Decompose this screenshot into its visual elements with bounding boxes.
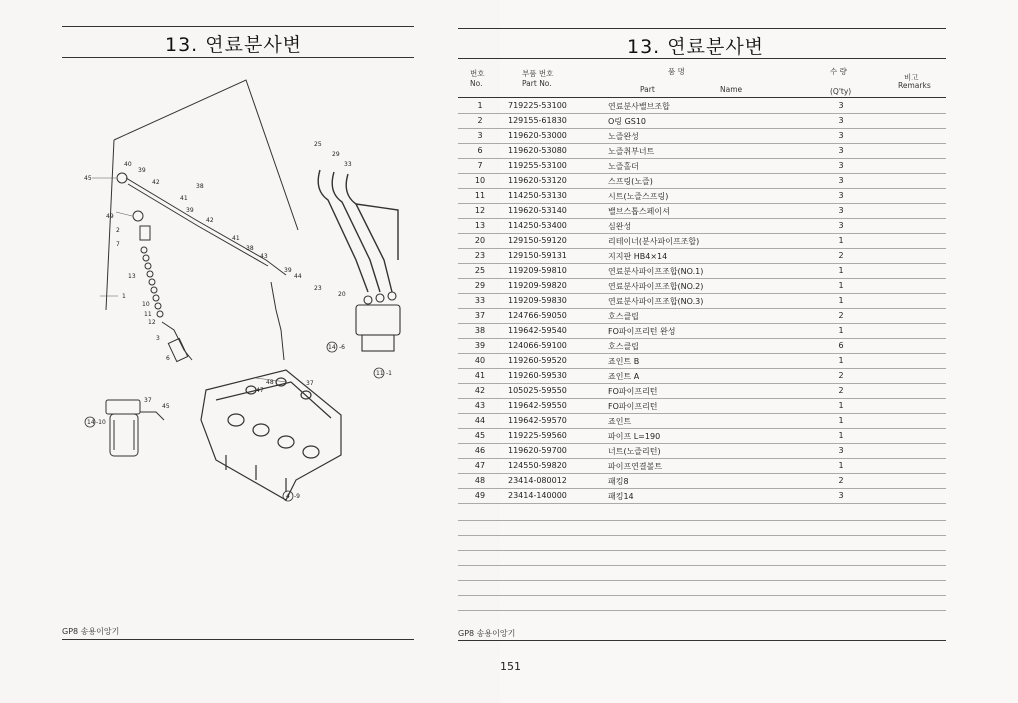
cell-part-number: 119209-59820 bbox=[508, 281, 567, 290]
blank-row bbox=[458, 580, 946, 581]
bottom-rule bbox=[62, 639, 414, 640]
exploded-parts-diagram bbox=[76, 60, 414, 620]
cell-no: 45 bbox=[474, 431, 486, 440]
callout-label: 42 bbox=[206, 217, 214, 224]
callout-label: 12 bbox=[148, 319, 156, 326]
cell-part-number: 119642-59540 bbox=[508, 326, 567, 335]
cell-part-number: 124766-59050 bbox=[508, 311, 567, 320]
cell-part-name: 스프링(노즐) bbox=[608, 177, 653, 186]
cell-part-number: 23414-080012 bbox=[508, 476, 567, 485]
cell-part-number: 129150-59131 bbox=[508, 251, 567, 260]
cylinder-head-drawing bbox=[201, 370, 341, 500]
callout-label: -9 bbox=[294, 493, 300, 500]
cell-part-name: O링 GS10 bbox=[608, 117, 647, 126]
cell-no: 20 bbox=[474, 236, 486, 245]
callout-label: 13 bbox=[128, 273, 136, 280]
cell-quantity: 3 bbox=[838, 116, 844, 125]
cell-part-name: 지지판 HB4×14 bbox=[608, 252, 668, 261]
header-remarks-ko: 비고 bbox=[904, 73, 919, 82]
table-row bbox=[458, 113, 946, 129]
callout-label: 47 bbox=[256, 387, 264, 394]
header-name-en-part: Part bbox=[640, 85, 655, 94]
table-row bbox=[458, 473, 946, 489]
cell-quantity: 3 bbox=[838, 176, 844, 185]
cell-part-number: 129155-61830 bbox=[508, 116, 567, 125]
title-rule-right bbox=[458, 58, 946, 59]
cell-part-name: 노즐완성 bbox=[608, 132, 639, 141]
cell-part-number: 124066-59100 bbox=[508, 341, 567, 350]
table-row bbox=[458, 158, 946, 174]
cell-part-name: 시트(노즐스프링) bbox=[608, 192, 669, 201]
injection-pump-drawing bbox=[356, 292, 400, 351]
left-page bbox=[0, 0, 500, 703]
callout-label: -1 bbox=[386, 370, 392, 377]
header-part-ko: 부품 번호 bbox=[522, 69, 554, 78]
cell-no: 48 bbox=[474, 476, 486, 485]
blank-row bbox=[458, 550, 946, 551]
cell-quantity: 1 bbox=[838, 281, 844, 290]
callout-label: 7 bbox=[116, 241, 120, 248]
callout-label: 29 bbox=[332, 151, 340, 158]
cell-part-number: 119260-59520 bbox=[508, 356, 567, 365]
cell-part-name: 노즐홀더 bbox=[608, 162, 639, 171]
cell-quantity: 1 bbox=[838, 431, 844, 440]
cell-part-number: 114250-53130 bbox=[508, 191, 567, 200]
callout-label: 38 bbox=[196, 183, 204, 190]
cell-quantity: 2 bbox=[838, 371, 844, 380]
cell-no: 40 bbox=[474, 356, 486, 365]
cell-quantity: 1 bbox=[838, 266, 844, 275]
cell-no: 13 bbox=[474, 221, 486, 230]
callout-label: 38 bbox=[246, 245, 254, 252]
table-row bbox=[458, 128, 946, 144]
page-title: 13. 연료분사변 bbox=[165, 34, 303, 56]
table-row bbox=[458, 368, 946, 384]
table-row bbox=[458, 413, 946, 429]
cell-quantity: 6 bbox=[838, 341, 844, 350]
cell-no: 42 bbox=[474, 386, 486, 395]
cell-part-name: 파이프 L=190 bbox=[608, 432, 661, 441]
top-rule-right bbox=[458, 28, 946, 29]
cell-quantity: 1 bbox=[838, 461, 844, 470]
callout-label: 39 bbox=[138, 167, 146, 174]
callout-label: 11 bbox=[144, 311, 152, 318]
cell-part-number: 119642-59570 bbox=[508, 416, 567, 425]
callout-label: 23 bbox=[314, 285, 322, 292]
cell-no: 49 bbox=[474, 491, 486, 500]
callout-label: 40 bbox=[124, 161, 132, 168]
cell-no: 41 bbox=[474, 371, 486, 380]
footer-label-right: GP8 송용이앙기 bbox=[458, 629, 516, 638]
bottom-rule-right bbox=[458, 640, 946, 641]
cell-quantity: 1 bbox=[838, 401, 844, 410]
table-row bbox=[458, 398, 946, 414]
callout-label: 37 bbox=[306, 380, 314, 387]
cell-part-name: 호스클립 bbox=[608, 342, 639, 351]
callout-label: 41 bbox=[180, 195, 188, 202]
callout-label: -10 bbox=[96, 419, 106, 426]
table-row bbox=[458, 98, 946, 114]
cell-quantity: 3 bbox=[838, 161, 844, 170]
cell-part-number: 23414-140000 bbox=[508, 491, 567, 500]
cell-quantity: 3 bbox=[838, 191, 844, 200]
table-row bbox=[458, 458, 946, 474]
cell-part-number: 114250-53400 bbox=[508, 221, 567, 230]
blank-row bbox=[458, 595, 946, 596]
cell-part-number: 124550-59820 bbox=[508, 461, 567, 470]
header-qty-ko: 수 량 bbox=[830, 67, 847, 76]
cell-quantity: 1 bbox=[838, 356, 844, 365]
cell-quantity: 1 bbox=[838, 236, 844, 245]
cell-part-number: 119620-53000 bbox=[508, 131, 567, 140]
cell-no: 12 bbox=[474, 206, 486, 215]
cell-quantity: 2 bbox=[838, 386, 844, 395]
cell-part-name: FO파이프리턴 bbox=[608, 387, 658, 396]
cell-no: 43 bbox=[474, 401, 486, 410]
cell-part-name: 죠인트 A bbox=[608, 372, 640, 381]
callout-label: 1 bbox=[122, 293, 126, 300]
table-row bbox=[458, 218, 946, 234]
cell-part-name: 연료분사파이프조합(NO.3) bbox=[608, 297, 704, 306]
cell-part-number: 119620-59700 bbox=[508, 446, 567, 455]
callout-label: 37 bbox=[144, 397, 152, 404]
callout-label: 44 bbox=[294, 273, 302, 280]
header-qty-en: (Q'ty) bbox=[830, 87, 852, 96]
table-row bbox=[458, 248, 946, 264]
cell-part-name: 너트(노즐리턴) bbox=[608, 447, 661, 456]
cell-part-name: 죠인트 bbox=[608, 417, 632, 426]
callout-label: 20 bbox=[338, 291, 346, 298]
cell-part-number: 119620-53120 bbox=[508, 176, 567, 185]
cell-part-name: 리테이너(분사파이프조합) bbox=[608, 237, 700, 246]
cell-no: 47 bbox=[474, 461, 486, 470]
table-row bbox=[458, 203, 946, 219]
cell-part-name: 패킹8 bbox=[608, 477, 629, 486]
header-no-en: No. bbox=[470, 79, 483, 88]
table-row bbox=[458, 308, 946, 324]
header-remarks-en: Remarks bbox=[898, 81, 931, 90]
cell-part-name: 밸브스톱스페이셔 bbox=[608, 207, 670, 216]
cell-part-number: 105025-59550 bbox=[508, 386, 567, 395]
callout-label: 6 bbox=[166, 355, 170, 362]
cell-quantity: 2 bbox=[838, 311, 844, 320]
cell-part-name: 심완성 bbox=[608, 222, 632, 231]
table-row bbox=[458, 278, 946, 294]
cell-part-number: 719225-53100 bbox=[508, 101, 567, 110]
callout-label: 45 bbox=[84, 175, 92, 182]
table-row bbox=[458, 263, 946, 279]
header-part-en: Part No. bbox=[522, 79, 552, 88]
table-row bbox=[458, 323, 946, 339]
cell-part-number: 119225-59560 bbox=[508, 431, 567, 440]
page-title-right: 13. 연료분사변 bbox=[627, 36, 765, 58]
table-row bbox=[458, 428, 946, 444]
blank-row bbox=[458, 535, 946, 536]
cell-no: 3 bbox=[477, 131, 483, 140]
table-row bbox=[458, 293, 946, 309]
callout-label: 39 bbox=[284, 267, 292, 274]
callout-label: 42 bbox=[152, 179, 160, 186]
callout-label: 4 bbox=[286, 493, 290, 500]
callout-label: 41 bbox=[232, 235, 240, 242]
cell-quantity: 3 bbox=[838, 146, 844, 155]
cell-part-number: 119620-53080 bbox=[508, 146, 567, 155]
table-row bbox=[458, 173, 946, 189]
cell-quantity: 2 bbox=[838, 476, 844, 485]
callout-label: 25 bbox=[314, 141, 322, 148]
cell-no: 25 bbox=[474, 266, 486, 275]
callout-label: 3 bbox=[156, 335, 160, 342]
cell-part-name: 죠인트 B bbox=[608, 357, 640, 366]
table-row bbox=[458, 443, 946, 459]
table-row bbox=[458, 383, 946, 399]
cell-part-name: 패킹14 bbox=[608, 492, 634, 501]
cell-quantity: 3 bbox=[838, 206, 844, 215]
callout-label: 39 bbox=[186, 207, 194, 214]
table-row bbox=[458, 488, 946, 504]
cell-part-name: FO파이프리턴 완성 bbox=[608, 327, 676, 336]
cell-no: 2 bbox=[477, 116, 483, 125]
cell-no: 39 bbox=[474, 341, 486, 350]
cell-part-number: 129150-59120 bbox=[508, 236, 567, 245]
table-row bbox=[458, 188, 946, 204]
top-rule bbox=[62, 26, 414, 27]
cell-no: 23 bbox=[474, 251, 486, 260]
header-name-en-name: Name bbox=[720, 85, 743, 94]
cell-quantity: 3 bbox=[838, 101, 844, 110]
header-no-ko: 번호 bbox=[470, 69, 485, 78]
injection-pipes-drawing bbox=[318, 170, 398, 292]
callout-label: 11 bbox=[376, 370, 384, 377]
blank-row bbox=[458, 610, 946, 611]
blank-row bbox=[458, 520, 946, 521]
cell-part-number: 119620-53140 bbox=[508, 206, 567, 215]
callout-label: 14 bbox=[87, 419, 95, 426]
cell-quantity: 3 bbox=[838, 131, 844, 140]
fuel-filter-drawing bbox=[106, 400, 164, 456]
cell-part-name: 연료분사밸브조합 bbox=[608, 102, 670, 111]
cell-quantity: 1 bbox=[838, 296, 844, 305]
blank-row bbox=[458, 565, 946, 566]
footer-label: GP8 송용이앙기 bbox=[62, 627, 120, 636]
callout-label: 14 bbox=[328, 344, 336, 351]
callout-label: 49 bbox=[106, 213, 114, 220]
table-row bbox=[458, 143, 946, 159]
cell-part-name: FO파이프리턴 bbox=[608, 402, 658, 411]
cell-quantity: 1 bbox=[838, 326, 844, 335]
cell-no: 33 bbox=[474, 296, 486, 305]
cell-part-number: 119209-59830 bbox=[508, 296, 567, 305]
page-number: 151 bbox=[500, 660, 521, 673]
cell-no: 46 bbox=[474, 446, 486, 455]
header-name-ko: 품 명 bbox=[668, 67, 685, 76]
callout-label: -6 bbox=[339, 344, 345, 351]
cell-quantity: 3 bbox=[838, 491, 844, 500]
cell-no: 29 bbox=[474, 281, 486, 290]
cell-quantity: 3 bbox=[838, 221, 844, 230]
cell-part-number: 119209-59810 bbox=[508, 266, 567, 275]
cell-part-name: 연료분사파이프조합(NO.2) bbox=[608, 282, 704, 291]
cell-part-name: 호스클립 bbox=[608, 312, 639, 321]
table-row bbox=[458, 338, 946, 354]
cell-part-number: 119260-59530 bbox=[508, 371, 567, 380]
cell-no: 7 bbox=[477, 161, 483, 170]
callout-label: 43 bbox=[260, 253, 268, 260]
cell-no: 44 bbox=[474, 416, 486, 425]
cell-no: 1 bbox=[477, 101, 483, 110]
cell-part-name: 파이프연결볼트 bbox=[608, 462, 663, 471]
cell-no: 11 bbox=[474, 191, 486, 200]
cell-quantity: 2 bbox=[838, 251, 844, 260]
callout-label: 10 bbox=[142, 301, 150, 308]
callout-label: 2 bbox=[116, 227, 120, 234]
callout-label: 45 bbox=[162, 403, 170, 410]
cell-no: 10 bbox=[474, 176, 486, 185]
cell-part-name: 노즐취부너트 bbox=[608, 147, 655, 156]
table-row bbox=[458, 353, 946, 369]
table-row bbox=[458, 233, 946, 249]
cell-no: 37 bbox=[474, 311, 486, 320]
callout-label: 48 bbox=[266, 379, 274, 386]
cell-part-name: 연료분사파이프조합(NO.1) bbox=[608, 267, 704, 276]
title-rule bbox=[62, 57, 414, 58]
cell-no: 6 bbox=[477, 146, 483, 155]
cell-no: 38 bbox=[474, 326, 486, 335]
callout-label: 33 bbox=[344, 161, 352, 168]
cell-quantity: 1 bbox=[838, 416, 844, 425]
cell-part-number: 119642-59550 bbox=[508, 401, 567, 410]
cell-quantity: 3 bbox=[838, 446, 844, 455]
cell-part-number: 119255-53100 bbox=[508, 161, 567, 170]
